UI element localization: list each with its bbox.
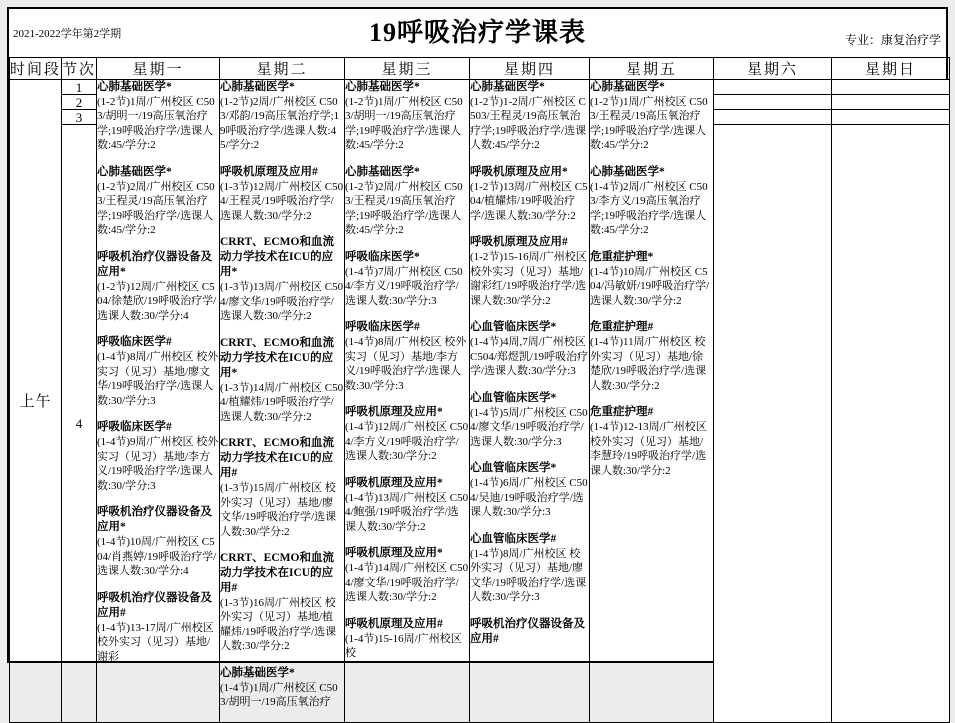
course-details: (1-4节)5周/广州校区 C504/廖文华/19呼吸治疗学/选课人数:30/学分:3 [470,406,588,448]
course-block [97,420,219,493]
course-title: CRRT、ECMO和血流动力学技术在ICU的应用* [220,236,334,279]
column-header-4: 星期二 [220,58,345,80]
column-header-1: 时间段 [10,58,62,80]
course-title: 呼吸机原理及应用* [345,547,443,560]
course-details: (1-4节)10周/广州校区 C504/肖燕婷/19呼吸治疗学/选课人数:30/学分:4 [97,536,217,578]
course-details: (1-3节)13周/广州校区 C504/廖文华/19呼吸治疗学/选课人数:30/学分:2 [220,281,344,323]
course-title: CRRT、ECMO和血流动力学技术在ICU的应用# [220,552,334,594]
course-block [590,250,713,308]
period-cell-3: 3 [62,110,97,125]
course-title: 心肺基础医学* [220,81,295,93]
course-details: (1-4节)11周/广州校区 校外实习（见习）基地/徐楚欣/19呼吸治疗学/选课人数:30/学分:2 [590,336,707,392]
course-title: 心肺基础医学* [97,166,172,178]
course-details: (1-2节)1周/广州校区 C503/王程灵/19高压氧治疗学;19呼吸治疗学/选课人数:45/学分:2 [590,95,708,152]
course-details: (1-4节)10周/广州校区 C504/冯敏妍/19呼吸治疗学/选课人数:30/学分:2 [590,265,710,307]
course-block [97,335,219,408]
column-header-2: 节次 [62,58,97,80]
day-column-wednesday [345,80,470,723]
course-block [220,165,344,223]
course-block [470,391,589,449]
course-details: (1-4节)9周/广州校区 校外实习（见习）基地/李方义/19呼吸治疗学/选课人数:30/学分:3 [97,436,219,492]
course-block [97,165,219,238]
course-details: (1-4节)8周/广州校区 校外实习（见习）基地/李方义/19呼吸治疗学/选课人数:30/学分:3 [345,336,467,392]
course-title: 心肺基础医学* [345,166,420,178]
course-title: 呼吸临床医学# [345,321,420,334]
course-title: 呼吸机原理及应用# [345,617,443,630]
course-block [97,250,219,323]
course-details: (1-2节)12周/广州校区 C504/徐楚欣/19呼吸治疗学/选课人数:30/学分:4 [97,280,217,322]
course-details: (1-2节)1-2周/广州校区 C503/王程灵/19高压氧治疗学;19呼吸治疗学/选课人数:45/学分:2 [470,95,587,152]
day-column-friday [590,80,714,723]
period-cell-2: 2 [62,95,97,110]
course-title: 呼吸临床医学# [97,421,172,434]
day-column-monday [97,80,220,723]
course-block [345,405,469,463]
course-title: 呼吸机治疗仪器设备及应用# [470,617,585,645]
empty-cell-saturday-2 [714,95,832,110]
course-details: (1-4节)12周/广州校区 C504/李方义/19呼吸治疗学/选课人数:30/学分:2 [345,421,469,463]
course-title: 危重症护理* [590,251,654,263]
course-details: (1-2节)2周/广州校区 C503/王程灵/19高压氧治疗学;19呼吸治疗学/选课人数:45/学分:2 [345,180,463,237]
course-details: (1-3节)14周/广州校区 C504/植耀炜/19呼吸治疗学/选课人数:30/学分:2 [220,381,344,423]
course-block [470,320,589,378]
course-details: (1-2节)15-16周/广州校区 校外实习（见习）基地/谢彩红/19呼吸治疗学/选课人数:30/学分:2 [470,251,587,307]
course-block [97,505,219,578]
course-details: (1-3节)16周/广州校区 校外实习（见习）基地/植耀炜/19呼吸治疗学/选课人数:30/学分:2 [220,596,337,653]
course-details: (1-2节)1周/广州校区 C503/胡明一/19高压氧治疗学;19呼吸治疗学/选课人数:45/学分:2 [345,95,463,152]
course-block [345,617,469,661]
course-block [345,546,469,604]
course-title: 心血管临床医学# [470,532,557,545]
course-block [220,666,344,710]
course-block [590,80,713,153]
schedule-page [7,7,948,709]
course-details: (1-4节)1周/广州校区 C503/胡明一/19高压氧治疗 [220,681,338,709]
empty-cell-sunday-3 [832,110,950,125]
column-header-7: 星期五 [590,58,714,80]
course-title: 呼吸机原理及应用* [470,166,568,178]
schedule-row-1 [10,80,950,95]
course-details: (1-4节)14周/广州校区 C504/廖文华/19呼吸治疗学/选课人数:30/学分:2 [345,562,469,604]
course-block [220,235,344,323]
time-period-cell: 上午 [10,80,62,723]
course-title: 心肺基础医学* [345,81,420,93]
course-block [220,436,344,539]
course-details: (1-4节)6周/广州校区 C504/吴迪/19呼吸治疗学/选课人数:30/学分:3 [470,477,588,519]
course-details: (1-4节)2周/广州校区 C503/李方义/19高压氧治疗学;19呼吸治疗学/选课人数:45/学分:2 [590,180,708,237]
course-title: 心血管临床医学* [470,462,557,475]
course-block [590,405,713,478]
column-header-9: 星期日 [832,58,950,80]
course-block [345,476,469,534]
course-block [220,80,344,153]
empty-cell-saturday-3 [714,110,832,125]
period-cell-1: 1 [62,80,97,95]
course-title: 心肺基础医学* [590,81,665,93]
course-block [97,591,219,664]
course-details: (1-4节)4周,7周/广州校区 C504/郑煜凯/19呼吸治疗学/选课人数:30/学分:3 [470,336,588,378]
course-title: 呼吸机原理及应用# [470,236,568,249]
course-details: (1-2节)13周/广州校区 C504/植耀炜/19呼吸治疗学/选课人数:30/学分:2 [470,180,588,222]
course-details: (1-4节)15-16周/广州校区 校 [345,632,462,660]
semester-label: 2021-2022学年第2学期 [13,28,122,40]
empty-cell-saturday-1 [714,80,832,95]
schedule-table [9,57,950,723]
course-block [590,165,713,238]
course-title: 呼吸临床医学# [97,336,172,349]
course-title: 心肺基础医学* [590,166,665,178]
course-title: 心血管临床医学* [470,391,557,404]
course-details: (1-3节)15周/广州校区 校外实习（见习）基地/廖文华/19呼吸治疗学/选课人数:30/学分:2 [220,482,337,538]
course-details: (1-3节)12周/广州校区 C504/王程灵/19呼吸治疗学/选课人数:30/学分:2 [220,180,344,222]
empty-cell-saturday-4 [714,125,832,723]
course-title: 呼吸机原理及应用* [345,406,443,419]
column-header-3: 星期一 [97,58,220,80]
course-block [470,617,589,647]
header-row [10,58,950,80]
course-title: 心血管临床医学* [470,321,557,334]
course-details: (1-4节)7周/广州校区 C504/李方义/19呼吸治疗学/选课人数:30/学分:3 [345,265,463,307]
course-block [470,532,589,605]
course-block [590,320,713,393]
course-details: (1-2节)2周/广州校区 C503/王程灵/19高压氧治疗学;19呼吸治疗学/选课人数:45/学分:2 [97,180,215,237]
column-header-5: 星期三 [345,58,470,80]
course-title: CRRT、ECMO和血流动力学技术在ICU的应用* [220,336,334,379]
course-title: 呼吸机原理及应用* [345,476,443,489]
title-band [9,9,946,57]
day-column-tuesday [220,80,345,723]
page-title: 19呼吸治疗学课表 [368,18,586,47]
day-column-thursday [470,80,590,723]
course-block [470,165,589,223]
course-title: 心肺基础医学* [470,81,545,93]
course-title: 心肺基础医学* [97,81,172,93]
course-title: 呼吸机治疗仪器设备及应用# [97,591,212,619]
course-block [345,80,469,153]
course-block [97,80,219,153]
course-details: (1-2节)2周/广州校区 C503/邓韵/19高压氧治疗学;19呼吸治疗学/选课人数:45/学分:2 [220,95,340,152]
course-details: (1-2节)1周/广州校区 C503/胡明一/19高压氧治疗学;19呼吸治疗学/选课人数:45/学分:2 [97,95,215,152]
course-title: 呼吸机原理及应用# [220,166,318,178]
course-title: 心肺基础医学* [220,666,295,679]
major-label: 专业：康复治疗学 [844,33,941,47]
course-block [470,80,589,153]
course-title: 危重症护理# [590,321,654,334]
course-details: (1-4节)13周/广州校区 C504/鲍强/19呼吸治疗学/选课人数:30/学分:2 [345,491,469,533]
course-block [470,235,589,308]
course-block [470,461,589,519]
course-title: 呼吸机治疗仪器设备及应用* [97,506,212,534]
course-block [345,320,469,393]
period-cell-4: 4 [62,125,97,723]
course-block [220,551,344,654]
course-block [220,336,344,424]
column-header-8: 星期六 [714,58,832,80]
empty-cell-sunday-2 [832,95,950,110]
empty-cell-sunday-1 [832,80,950,95]
course-title: 危重症护理# [590,406,654,419]
course-details: (1-4节)8周/广州校区 校外实习（见习）基地/廖文华/19呼吸治疗学/选课人数:30/学分:3 [470,547,587,604]
course-title: CRRT、ECMO和血流动力学技术在ICU的应用# [220,437,334,480]
column-header-6: 星期四 [470,58,590,80]
course-title: 呼吸机治疗仪器设备及应用* [97,251,212,278]
course-block [345,250,469,308]
course-details: (1-4节)8周/广州校区 校外实习（见习）基地/廖文华/19呼吸治疗学/选课人数:30/学分:3 [97,351,219,407]
course-block [345,165,469,238]
course-details: (1-4节)13-17周/广州校区 校外实习（见习）基地/谢彩 [97,621,214,663]
course-title: 呼吸临床医学* [345,251,420,263]
course-details: (1-4节)12-13周/广州校区 校外实习（见习）基地/李慧玲/19呼吸治疗学/选课人数:30/学分:2 [590,421,707,477]
empty-cell-sunday-4 [832,125,950,723]
